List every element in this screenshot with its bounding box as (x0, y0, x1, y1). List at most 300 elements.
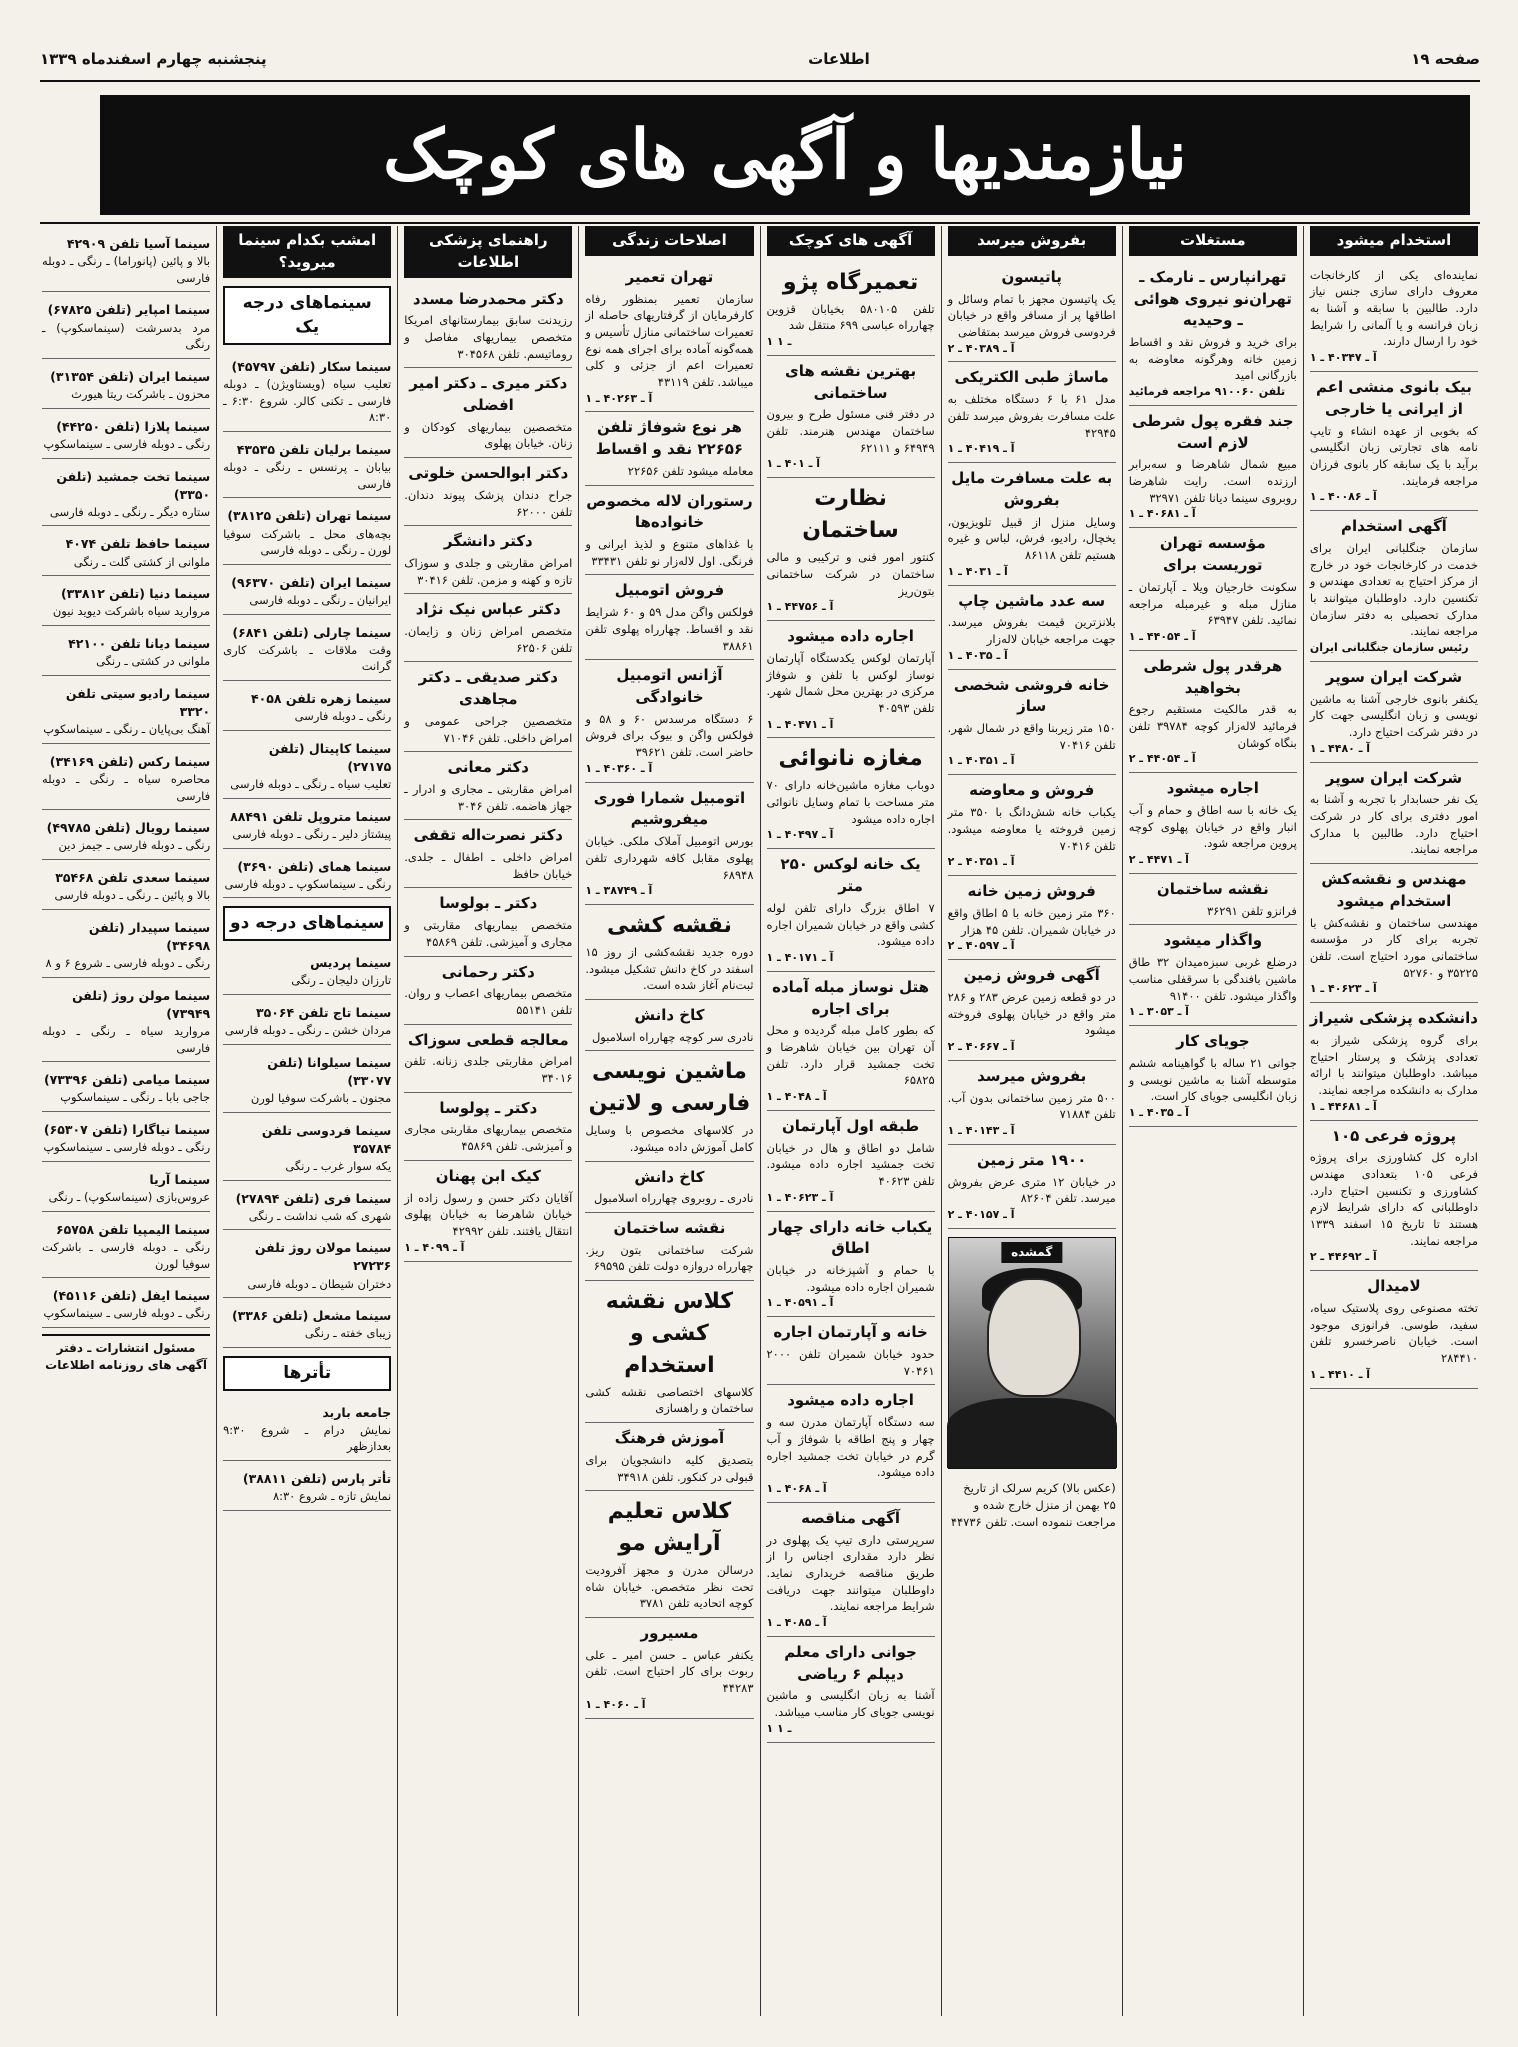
ad-title: واگذار میشود (1163, 931, 1263, 950)
cinema-name: سینما زهره تلفن ۴۰۵۸ (251, 691, 392, 707)
ad-code: آ ـ ۳۰۵۳ ـ ۱ (1128, 1005, 1189, 1019)
theater-program: نمایش درام ـ شروع ۹:۳۰ بعدازظهر (223, 1422, 392, 1454)
cinema-program: بیابان ـ پرنسس ـ رنگی ـ دوبله فارسی (223, 460, 392, 491)
ad-title: دکتر محمدرضا مسدد (412, 289, 564, 308)
ad-text: اداره کل کشاورزی برای پروژه فرعی ۱۰۵ بتعدادی مهندس کشاورزی و تکنسین احتیاج دارد. داوطلبانی که دارای شرایط لازم هستند تا تاریخ ۱۵ اسفند ۱۳۳۹ مراجعه نمایند. (1309, 1150, 1479, 1248)
cinema-listing (42, 359, 210, 409)
ad-text: به قدر مالکیت مستقیم رجوع فرمائید لاله‌زار کوچه ۳۹۷۸۴ تلفن بنگاه کوشان (1128, 702, 1297, 750)
cinema-program: رنگی ـ دوبله فارسی ـ جیمز دین (58, 838, 211, 853)
ad-title: اجاره میشود (1166, 779, 1259, 798)
classified-ad (585, 1213, 753, 1281)
ad-code: آ ـ ۴۰۱۷۱ ـ ۱ (766, 950, 834, 964)
column-1 (1122, 226, 1303, 2016)
ad-text: حدود خیابان شمیران تلفن ۲۰۰۰ ۷۰۴۶۱ (766, 1347, 935, 1378)
ad-title: کاخ دانش (634, 1167, 705, 1186)
ad-title: آگهی استخدام (1341, 517, 1447, 536)
classified-ad (948, 586, 1116, 670)
ad-text: یکنفر بانوی خارجی آشنا به ماشین نویسی و زبان انگلیسی جهت کار در دفتر شرکت احتیاج دارد. (1309, 691, 1478, 739)
ad-title: معالجه قطعی سوزاک (407, 1030, 569, 1049)
banner-rule (40, 222, 1480, 224)
cinema-name: سینما امپایر (تلفن ۶۷۸۲۵) (47, 302, 211, 318)
classified-ad (767, 1111, 935, 1212)
cinema-name: سینما فری (تلفن ۲۷۸۹۴) (235, 1190, 392, 1206)
ad-code: آ ـ ۴۴۰۵۴ ـ ۱ (1128, 629, 1196, 643)
ad-title: فروش اتومبیل (614, 581, 725, 600)
ad-title: جند فقره پول شرطی لازم است (1132, 411, 1294, 452)
classified-ad (1310, 864, 1478, 1003)
ad-code: آ ـ ۴۰۵۹۱ ـ ۱ (766, 1296, 834, 1310)
cinema-program: تعلیب سیاه ـ رنگی ـ دوبله فارسی (230, 777, 392, 792)
column-heading: اصلاحات زندگی (585, 226, 753, 256)
cinema-name: سینما رویال (تلفن ۴۹۷۸۵) (46, 820, 211, 836)
cinema-listing (42, 1278, 210, 1328)
ad-title: فروش زمین خانه (967, 882, 1096, 901)
classified-ad (585, 1000, 753, 1051)
classified-ad (1129, 528, 1297, 650)
classified-ad (767, 478, 935, 621)
ad-text: رزیدنت سابق بیمارستانهای امریکا متخصص بیماریهای مفاصل و روماتیسم. تلفن ۳۰۴۵۶۸ (404, 313, 573, 361)
ad-code: آ ـ ۴۴۷۵۶ ـ ۱ (766, 600, 834, 614)
cinema-program: بالا و پائین ـ رنگی ـ دوبله فارسی (54, 888, 211, 903)
classified-ad (404, 752, 572, 820)
ad-text: نماینده‌ای یکی از کارخانجات معروف دارای سازی جنس نیاز دارد. طالبین با سابقه و آشنا به زبان فرانسه و یا آلمانی را شرایط خود را ارسال دارند. (1309, 267, 1478, 349)
ad-text: که بخوبی از عهده انشاء و تایپ نامه های تجارتی زبان انگلیسی برآید با یک سابقه کار بانوی فرزان مراجعه فرمایند. (1309, 423, 1478, 488)
ad-text: مدل ۶۱ با ۶ دستگاه مختلف به علت مسافرت بفروش میرسد تلفن ۴۲۹۴۵ (947, 392, 1116, 440)
ad-text: شرکت ساختمانی بتون ریز. چهارراه دروازه دولت تلفن ۶۹۵۹۵ (585, 1242, 754, 1274)
classifieds-banner: نیازمندیها و آگهی های کوچک (100, 95, 1470, 215)
cinema-program: رنگی ـ دوبله فارسی ـ سینماسکوپ (43, 436, 211, 451)
ad-title: دکتر معانی (447, 758, 529, 777)
ad-text: متخصص امراض زنان و زایمان. تلفن ۶۲۵۰۶ (404, 624, 573, 655)
classified-ad (404, 594, 572, 662)
ad-code: آ ـ ۴۰۶۲۳ ـ ۱ (766, 1190, 834, 1204)
ad-text: بتصدیق کلیه دانشجویان برای قبولی در کنکور. تلفن ۳۴۹۱۸ (585, 1452, 754, 1484)
classified-ad (767, 849, 935, 971)
cinema-name: سینما سکار (تلفن ۴۵۷۹۷) (231, 358, 392, 374)
photo-caption: (عکس بالا) کریم سرلک از تاریخ ۲۵ بهمن از منزل خارج شده و مراجعت ننموده است. تلفن ۴۴۷۳۶ (950, 1481, 1116, 1529)
cinema-program: محزون ـ باشرکت ریتا هیورث (71, 387, 211, 402)
cinema-program: جاجی بابا ـ رنگی ـ سینماسکوپ (60, 1090, 211, 1105)
ad-title: تعمیرگاه پژو (782, 269, 919, 295)
ad-text: در کلاسهای مخصوص با وسایل کامل آموزش داده میشود. (585, 1123, 754, 1154)
cinema-name: سینما کاپیتال (تلفن ۲۷۱۷۵) (268, 740, 392, 775)
ad-code: آ ـ ۴۴۷۱ ـ ۲ (1128, 853, 1189, 867)
ad-code: آ ـ ۴۴۶۹۲ ـ ۲ (1309, 1250, 1377, 1264)
ad-code: آ ـ ۴۰۳۵ ـ ۱ (947, 648, 1008, 662)
page-label: صفحه ۱۹ (1411, 50, 1480, 68)
cinema-program: وقت ملاقات ـ باشرکت کاری گرانت (223, 642, 392, 674)
ad-code: آ ـ ۴۰۱۴۳ ـ ۱ (947, 1123, 1015, 1137)
classified-ad (585, 1491, 753, 1618)
ad-title: هرقدر پول شرطی بخواهید (1143, 656, 1283, 697)
cinema-program: مروارید سیاه باشرکت دیوید نیون (52, 604, 211, 619)
ad-code: آ ـ ۴۰۹۹ ـ ۱ (404, 1240, 465, 1254)
cinema-program: زیبای خفته ـ رنگی (304, 1326, 392, 1341)
ad-text: یک خانه با سه اطاق و حمام و آب انبار واقع در خیابان پهلوی کوچه پروین مراجعه شود. (1128, 803, 1297, 851)
cinema-listing (42, 744, 210, 810)
cinema-name: سینما تاج تلفن ۳۵۰۶۴ (256, 1004, 392, 1020)
cinema-program: دختران شیطان ـ دوبله فارسی (247, 1276, 392, 1291)
ad-title: اجاره داده میشود (787, 1391, 914, 1410)
cinema-program: رنگی ـ دوبله فارسی ـ سینماسکوپ (43, 1140, 211, 1155)
cinema-name: سینما ایران (تلفن ۳۱۳۵۴) (50, 368, 211, 384)
cinema-listing (223, 681, 391, 731)
cinema-listing (42, 860, 210, 910)
missing-person-photo (948, 1237, 1116, 1469)
classified-ad (1129, 1026, 1297, 1127)
ad-text: ۵۰۰ متر زمین ساختمانی بدون آب. تلفن ۷۱۸۸۴ (947, 1090, 1116, 1122)
cinema-listing (42, 910, 210, 978)
classified-ad (767, 356, 935, 478)
ad-text: آشنا به زبان انگلیسی و ماشین نویسی جویای کار مناسب میباشد. (766, 1688, 935, 1720)
classified-ad (767, 1637, 935, 1743)
ad-title: دکتر صدیقی ـ دکتر مجاهدی (418, 668, 558, 709)
classified-ad (585, 905, 753, 1000)
cinema-name: سینما تهران (تلفن ۳۸۱۲۵) (227, 508, 392, 524)
ad-text: یک نفر حسابدار با تجربه و آشنا به امور دفتری برای کار در شرکت احتیاج دارد. طالبین با مدارک مراجعه نمایند. (1309, 792, 1478, 857)
cinema-name: سینما فردوسی تلفن ۳۵۷۸۴ (261, 1122, 392, 1156)
cinema-name: سینما حافظ تلفن ۴۰۷۴ (65, 536, 211, 552)
page-header (40, 42, 1480, 76)
ad-text: در دفتر فنی مسئول طرح و بیرون ساختمان مهندس هنرمند. تلفن ۶۴۹۴۹ و ۶۲۱۱۱ (766, 407, 935, 455)
ad-code: آ ـ ۴۰۴۹۷ ـ ۱ (766, 828, 834, 842)
first-class-cinemas-heading: سینماهای درجه یک (223, 286, 391, 345)
ad-text: جوانی ۲۱ ساله با گواهینامه ششم متوسطه آشنا به ماشین نویسی و زبان انگلیسی جویای کار است. (1128, 1055, 1297, 1104)
column-7 (36, 226, 216, 2016)
ad-title: مغازه نانوائی (778, 746, 923, 772)
cinema-name: سینما مولان روژ تلفن ۲۷۲۳۶ (254, 1240, 392, 1274)
cinema-listing (42, 1162, 210, 1212)
cinema-name: سینما دیانا تلفن ۴۲۱۰۰ (68, 636, 211, 652)
cinema-program: رنگی ـ دوبله فارسی ـ باشرکت سوفیا لورن (42, 1239, 211, 1271)
classified-ad (1310, 1271, 1478, 1388)
ad-text: بلانزترین قیمت بفروش میرسد. جهت مراجعه خیابان لاله‌زار (947, 615, 1116, 647)
column-4 (578, 226, 759, 2016)
ad-title: دکتر عباس نیک نژاد (415, 600, 561, 619)
ad-title: کیک ابن پهنان (435, 1166, 541, 1185)
classified-ad (767, 621, 935, 738)
ad-text: ۱۵۰ متر زیربنا واقع در شمال شهر. تلفن ۷۰۴۱۶ (947, 721, 1116, 752)
column-heading: بفروش میرسد (948, 226, 1116, 256)
ad-text: متخصصین بیماریهای کودکان و زنان. خیابان پهلوی (404, 419, 573, 451)
ad-text: دوره جدید نقشه‌کشی از روز ۱۵ اسفند در کاخ دانش تشکیل میشود. ثبت‌نام آغاز شده است. (585, 945, 754, 993)
cinema-name: سینما الیمپیا تلفن ۶۵۷۵۸ (55, 1221, 211, 1237)
theater-name: جامعه باربد (322, 1404, 392, 1420)
ad-text: با غذاهای متنوع و لذیذ ایرانی و فرنگی. اول لاله‌زار نو تلفن ۳۳۴۳۱ (585, 537, 754, 568)
issue-date: پنجشنبه چهارم اسفندماه ۱۳۳۹ (40, 50, 267, 68)
classified-ad (767, 972, 935, 1111)
ad-text: تخته مصنوعی روی پلاستیک سیاه، سفید، طوسی. فرانوزی موجود است. خیابان ناصرخسرو تلفن ۲۸۴۴۱۰ (1309, 1301, 1478, 1366)
classified-ad (767, 262, 935, 356)
ad-title: خانه فروشی شخصی ساز (953, 675, 1110, 716)
cinema-program: پیشتاز دلیر ـ رنگی ـ دوبله فارسی (232, 826, 392, 841)
cinema-listing (223, 432, 391, 498)
cinema-program: رنگی ـ سینماسکوپ ـ دوبله فارسی (224, 876, 392, 891)
ad-text: درسالن مدرن و مجهز آفرودیت تحت نظر متخصص. خیابان شاه کوچه اتحادیه تلفن ۳۷۸۱ (585, 1563, 754, 1611)
classified-ad (948, 463, 1116, 585)
ad-text: سکونت خارجیان ویلا ـ آپارتمان ـ منازل مبله و غیرمبله مراجعه نمائید. تلفن ۶۳۹۴۷ (1128, 579, 1297, 628)
ad-code: آ ـ ۴۴۶۸۱ ـ ۱ (1309, 1099, 1377, 1113)
classified-ad (585, 783, 753, 905)
column-6 (216, 226, 397, 2016)
ad-code: آ ـ ۴۰۴۷۱ ـ ۱ (766, 717, 834, 731)
ad-code: آ ـ ۴۰۳۵۱ ـ ۲ (947, 855, 1015, 869)
ad-text: یکباب خانه شش‌دانگ با ۳۵۰ متر زمین فروخته یا معاوضه میشود. تلفن ۷۰۴۱۶ (947, 805, 1116, 853)
classified-ad (585, 486, 753, 576)
ad-code: آ ـ ۴۰۳۸۹ ـ ۲ (947, 341, 1015, 355)
cinema-listing (42, 226, 210, 292)
cinema-program: رنگی ـ دوبله فارسی ـ سینماسکوپ (43, 1306, 211, 1321)
ad-title: نقشه ساختمان (613, 1219, 726, 1238)
classified-ad (1129, 925, 1297, 1026)
cinema-listing (223, 1230, 391, 1298)
ad-title: آژانس اتومبیل خانوادگی (616, 666, 723, 706)
ad-code: آ ـ ۴۰۸۵ ـ ۱ (766, 1615, 827, 1629)
ad-title: دکتر نصرت‌اله تقفی (413, 826, 564, 845)
ad-code: رئیس سازمان جنگلبانی ایران (1309, 640, 1469, 654)
ad-text: مبیع شمال شاهرضا و سه‌برابر ارزنده است. رایت شاهرضا روبروی سینما دیانا تلفن ۳۲۹۷۱ (1128, 457, 1297, 505)
classified-ad (1310, 262, 1478, 372)
ad-title: مؤسسه تهران توریست برای (1159, 534, 1266, 575)
ad-code: آ ـ ۴۰۱۵۷ ـ ۲ (947, 1207, 1015, 1221)
column-2 (941, 226, 1122, 2016)
ad-code: ۱ ـ ۱ (766, 1721, 792, 1735)
classified-ad (585, 1423, 753, 1491)
ad-title: جوانی دارای معلم دیپلم ۶ ریاضی (784, 1642, 917, 1683)
ad-title: سه عدد ماشین چاپ (958, 591, 1106, 610)
ad-title: نظارت ساختمان (802, 486, 899, 544)
classified-ad (585, 1051, 753, 1161)
cinema-name: سینما سیلوانا (تلفن ۳۳۰۷۷) (267, 1054, 392, 1088)
ad-title: کاخ دانش (634, 1006, 705, 1025)
cinema-program: ملوانی از کشتی گلت ـ رنگی (73, 554, 211, 569)
cinema-program: مجنون ـ باشرکت سوفیا لورن (250, 1090, 392, 1105)
ad-title: یکباب خانه دارای چهار اطاق (768, 1217, 933, 1258)
ad-title: تهرانپارس ـ نارمک ـ تهران‌نو نیروی هوائی ـ وحیدیه (1133, 267, 1292, 330)
classified-ad (404, 284, 572, 369)
ad-title: یک خانه لوکس ۲۵۰ متر (780, 855, 921, 896)
ad-code: آ ـ ۴۰۴۸ ـ ۱ (766, 1089, 827, 1103)
ad-text: دوباب مغازه ماشین‌خانه دارای ۷۰ متر مساحت با تمام وسایل نانوائی اجاره داده میشود (766, 778, 935, 826)
classified-ad (404, 1161, 572, 1262)
ad-text: درضلع غربی سبزه‌میدان ۳۲ طاق ماشین بافندگی با سرقفلی مناسب واگذار میشود. تلفن ۹۱۴۰۰ (1128, 955, 1297, 1003)
classified-ad (404, 1025, 572, 1093)
ad-text: که بطور کامل مبله گردیده و محل آن تهران بین خیابان شاهرضا و تخت جمشید قرار دارد. تلفن ۶۵۸۲۵ (766, 1023, 935, 1088)
classified-ad (585, 575, 753, 660)
ad-title: دکتر دانشگر (443, 532, 533, 551)
ad-text: سازمان تعمیر بمنظور رفاه کارفرمایان از گرفتاریهای حاصله از تعمیرات ساختمانی منازل تأسیس و همه‌گونه آماده برای اجرای همه نوع تعمیرات اعم از جزئی و کلی میباشد. تلفن ۴۳۱۱۹ (585, 291, 754, 389)
classified-ad (404, 888, 572, 956)
cinema-name: سینما دنیا (تلفن ۳۳۸۱۲) (60, 586, 211, 602)
ad-text: مهندسی ساختمان و نقشه‌کش با تجربه برای کار در مؤسسه ساختمانی مورد احتیاج است. تلفن ۳۵۲۲۵ و ۵۲۷۶۰ (1309, 915, 1478, 980)
classified-ad (404, 458, 572, 526)
cinema-program: تعلیب سیاه (ویستاویژن) ـ دوبله فارسی ـ تکنی کالر. شروع ۶:۳۰ ـ ۸:۳۰ (223, 376, 392, 425)
ad-code: آ ـ ۴۰۴۱۹ ـ ۱ (947, 442, 1015, 456)
ad-text: فرانزو تلفن ۳۶۲۹۱ (1206, 903, 1297, 918)
cinema-name: سینما همای (تلفن ۳۶۹۰) (237, 858, 392, 874)
paper-name: اطلاعات (808, 50, 870, 68)
column-heading: استخدام میشود (1310, 226, 1478, 256)
ad-title: آموزش فرهنگ (614, 1429, 725, 1448)
ad-code: آ ـ ۴۰۳۱ ـ ۱ (947, 564, 1008, 578)
cinema-name: سینما تخت جمشید (تلفن ۳۳۵۰) (56, 468, 211, 502)
classified-ad (1129, 406, 1297, 528)
ad-title: آگهی فروش زمین (963, 966, 1100, 985)
cinema-name: سینما سعدی تلفن ۳۵۴۶۸ (55, 870, 211, 886)
ad-text: متخصص بیماریهای مقاربتی و مجاری و آمیزشی. تلفن ۴۵۸۶۹ (404, 918, 573, 949)
ad-code: آ ـ ۳۸۷۴۹ ـ ۱ (585, 884, 653, 898)
cinema-listing (223, 1045, 391, 1113)
classified-ad (1129, 262, 1297, 406)
ad-code: آ ـ ۴۰۶۸۱ ـ ۱ (1128, 507, 1196, 521)
classified-ad (1129, 651, 1297, 773)
classified-ad (948, 1061, 1116, 1145)
ad-text: یکنفر عباس ـ حسن امیر ـ علی ربوت برای کار احتیاج است. تلفن ۴۴۲۸۳ (585, 1647, 754, 1696)
cinema-listing (223, 1181, 391, 1231)
ad-text: ۳۶۰ متر زمین خانه با ۵ اطاق واقع در خیابان شمیران. تلفن ۴۵ هزار (947, 905, 1116, 937)
ad-text: متخصصین جراحی عمومی و امراض داخلی. تلفن ۷۱۰۴۶ (404, 713, 573, 745)
theater-name: تأتر پارس (تلفن ۳۸۸۱۱) (242, 1471, 392, 1487)
ad-title: خانه و آپارتمان اجاره (773, 1323, 928, 1342)
ad-text: امراض مقاربتی ـ مجاری و ادرار ـ جهاز هاضمه. تلفن ۳۰۴۶ (404, 781, 573, 813)
ad-text: کنتور امور فنی و ترکیبی و مالی ساختمان در شرکت ساختمانی بتون‌ریز (766, 550, 935, 598)
ad-text: سازمان جنگلبانی ایران برای خدمت در کارخانجات خود در خارج از مرکز احتیاج به تعدادی مهندس و تکنسین دارد. داوطلبان میتوانند با مدارک تحصیلی به دفتر سازمان مراجعه نمایند. (1309, 540, 1478, 639)
classified-ad (585, 1162, 753, 1213)
classified-ad (404, 957, 572, 1025)
ad-text: امراض داخلی ـ اطفال ـ جلدی. خیابان حافظ (404, 850, 573, 881)
ad-title: جویای کار (1176, 1032, 1250, 1051)
cinema-name: سینما پلازا (تلفن ۴۴۲۵۰) (56, 418, 211, 434)
cinema-listing (42, 676, 210, 744)
ad-text: ۷ اطاق بزرگ دارای تلفن لوله کشی واقع در خیابان شمیران اجاره داده میشود. (766, 900, 935, 949)
ad-text: متخصص بیماریهای مقاربتی مجاری و آمیزشی. تلفن ۴۵۸۶۹ (404, 1122, 573, 1154)
ad-code: آ ـ ۴۰۶۸ ـ ۱ (766, 1481, 827, 1495)
cinema-listing (42, 526, 210, 576)
ad-title: هر نوع شوفاژ تلفن ۲۲۶۵۶ نقد و اقساط (595, 418, 744, 459)
cinema-program: محاصره سیاه ـ رنگی ـ دوبله فارسی (42, 771, 211, 803)
ad-text: برای خرید و فروش نقد و اقساط زمین خانه وهرگونه معاوضه به بازرگانی امید (1128, 335, 1297, 383)
ad-text: نادری ـ روبروی چهارراه اسلامبول (594, 1191, 754, 1206)
cinema-program: ایرانیان ـ رنگی ـ دوبله فارسی (249, 592, 392, 607)
classified-ad (1310, 1003, 1478, 1120)
classified-ad (948, 362, 1116, 463)
classified-ad (948, 262, 1116, 363)
ad-title: اجاره داده میشود (787, 627, 914, 646)
ad-text: جراح دندان پزشک پیوند دندان. تلفن ۶۲۰۰۰ (404, 487, 573, 519)
theaters-heading: تأترها (223, 1356, 391, 1391)
classified-ad (1310, 1121, 1478, 1272)
ad-code: آ ـ ۴۴۰۵۴ ـ ۲ (1128, 752, 1196, 766)
header-rule (40, 80, 1480, 82)
cinema-listing (223, 799, 391, 849)
classified-ad (767, 1385, 935, 1502)
cinema-listing (42, 1212, 210, 1278)
classified-ad (404, 368, 572, 458)
cinema-program: رنگی ـ دوبله فارسی (294, 709, 392, 724)
cinema-listing (223, 1113, 391, 1181)
classified-ad (1310, 662, 1478, 763)
cinema-name: سینما پردیس (310, 955, 392, 971)
cinema-program: رنگی ـ دوبله فارسی ـ شروع ۶ و ۸ (45, 956, 211, 971)
ad-text: آقایان دکتر حسن و رسول زاده از خیابان شاهرضا به خیابان پهلوی انتقال یافتند. تلفن ۴۲۹۹۲ (404, 1190, 573, 1238)
ad-code: آ ـ ۴۴۱۰ ـ ۱ (1309, 1367, 1371, 1381)
cinema-program: آهنگ بی‌پایان ـ رنگی ـ سینماسکوپ (43, 722, 211, 737)
theater-program: نمایش تازه ـ شروع ۸:۳۰ (272, 1489, 392, 1504)
classified-ad (767, 738, 935, 849)
ad-text: وسایل منزل از قبیل تلویزیون، یخچال، رادیو، فرش، لباس و غیره هستیم تلفن ۸۶۱۱۸ (947, 514, 1116, 562)
classified-ad (948, 876, 1116, 960)
classified-ad (1129, 773, 1297, 874)
cinema-listing (42, 409, 210, 459)
cinema-name: سینما سپیدار (تلفن ۳۴۶۹۸) (88, 919, 211, 953)
classified-ad (585, 262, 753, 413)
ad-text: سه دستگاه آپارتمان مدرن سه و چهار و پنج اطاقه با شوفاژ و آب گرم در خیابان تخت جمشید اجاره داده میشود. (766, 1415, 935, 1480)
ad-text: بورس اتومبیل آملاک ملکی. خیابان پهلوی مقابل کافه شهرداری تلفن ۶۸۹۴۸ (585, 834, 754, 882)
ad-code: آ ـ ۴۰۱ ـ ۱ (766, 457, 820, 471)
ad-title: پروژه فرعی ۱۰۵ (1331, 1126, 1457, 1145)
ad-text: امراض مقاربتی جلدی زنانه. تلفن ۳۴۰۱۶ (404, 1054, 573, 1086)
classified-ad (585, 412, 753, 485)
ad-text: ۶ دستگاه مرسدس ۶۰ و ۵۸ و فولکس واگن و بیوک برای فروش حاضر است. تلفن ۳۹۶۲۱ (585, 711, 754, 760)
ad-title: کلاس نقشه کشی و استخدام (605, 1289, 734, 1378)
classified-ad (767, 1212, 935, 1318)
photo-label: گمشده (1001, 1242, 1062, 1263)
ad-title: دانشکده پزشکی شیراز (1309, 1009, 1478, 1028)
cinema-program: یکه سوار غرب ـ رنگی (285, 1158, 392, 1173)
classified-ad (404, 662, 572, 752)
ad-title: دکتر ابوالحسن خلوتی (408, 464, 569, 483)
ad-title: بهترین نقشه های ساختمانی (784, 361, 917, 402)
cinema-program: مروارید سیاه ـ رنگی ـ دوبله فارسی (42, 1024, 211, 1055)
cinema-listing (42, 626, 210, 676)
cinema-listing (223, 995, 391, 1045)
ad-title: بفروش میرسد (977, 1066, 1087, 1085)
cinema-listing (223, 349, 391, 432)
cinema-name: سینما آسیا تلفن ۴۲۹۰۹ (66, 236, 211, 251)
cinema-listing (223, 498, 391, 564)
cinema-program: شهری که شب نداشت ـ رنگی (248, 1208, 392, 1223)
cinema-name: سینما رکس (تلفن ۳۴۱۶۹) (49, 753, 211, 769)
ad-title: طبقه اول آپارتمان (781, 1116, 920, 1135)
ad-text: امراض مقاربتی و جلدی و سوزاک تازه و کهنه و مزمن. تلفن ۳۰۴۱۶ (404, 555, 573, 587)
column-0 (1303, 226, 1484, 2016)
cinema-listing (42, 576, 210, 626)
classified-ad (404, 1093, 572, 1161)
ad-title: رستوران لاله مخصوص خانواده‌ها (586, 491, 753, 532)
ad-title: بیک بانوی منشی اعم از ایرانی یا خارجی (1316, 378, 1472, 418)
cinema-listing (223, 1298, 391, 1348)
cinema-listing (223, 731, 391, 799)
cinema-program: مردان خشن ـ رنگی ـ دوبله فارسی (224, 1023, 392, 1037)
classified-ad (767, 1317, 935, 1385)
classified-ad (585, 660, 753, 782)
column-5 (397, 226, 578, 2016)
cinema-listing (223, 849, 391, 899)
ad-title: آگهی مناقصه (801, 1508, 901, 1527)
ad-text: فولکس واگن مدل ۵۹ و ۶۰ شرایط نقد و اقساط. چهارراه پهلوی تلفن ۳۸۸۶۱ (585, 605, 754, 653)
theater-listing (223, 1461, 391, 1511)
cinema-name: سینما مولن روژ (تلفن ۷۳۹۴۹) (72, 987, 211, 1021)
ad-code: آ ـ ۴۰۵۹۷ ـ ۲ (947, 939, 1015, 953)
ad-title: ۱۹۰۰ متر زمین (977, 1150, 1087, 1169)
ad-title: هتل نوساز مبله آماده برای اجاره (772, 977, 929, 1018)
ad-title: نقشه کشی (606, 913, 732, 939)
column-heading: آگهی های کوچک (767, 226, 935, 256)
ad-code: آ ـ ۴۰۲۶۳ ـ ۱ (585, 391, 653, 405)
photo-face (987, 1278, 1081, 1397)
cinema-listing (42, 810, 210, 860)
cinema-listing (223, 615, 391, 681)
